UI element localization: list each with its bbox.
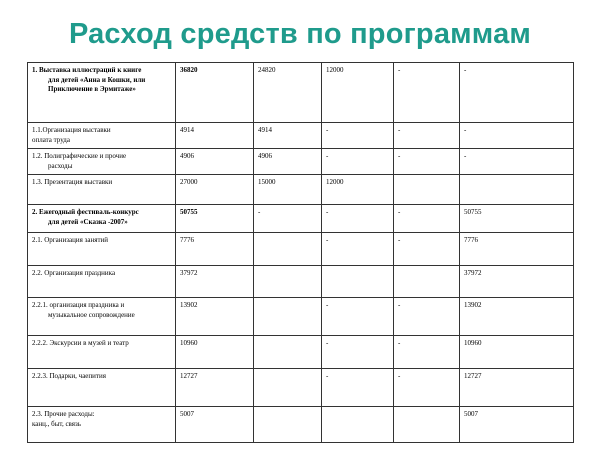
table-row <box>28 205 574 233</box>
page-title: Расход средств по программам <box>68 18 532 50</box>
table-cell: 7776 <box>460 233 574 266</box>
row-label <box>28 336 176 369</box>
table-cell: 37972 <box>176 266 254 298</box>
row-label-line-1: 2. Ежегодный фестиваль-конкурс <box>32 208 139 216</box>
row-label-line-2: оплата труда <box>32 135 70 144</box>
table-row <box>28 336 574 369</box>
table-cell: 7776 <box>176 233 254 266</box>
table-cell: 12727 <box>176 369 254 407</box>
table-row <box>28 298 574 336</box>
row-label <box>28 149 176 175</box>
row-label-line-2: канц., быт, связь <box>32 419 81 428</box>
table-row <box>28 123 574 149</box>
table-cell <box>254 298 322 336</box>
table-cell <box>254 369 322 407</box>
table-row <box>28 233 574 266</box>
table-cell: 12000 <box>322 63 394 123</box>
table-cell: 27000 <box>176 175 254 205</box>
row-label <box>28 63 176 123</box>
table-cell: - <box>394 63 460 123</box>
table-cell: 4914 <box>176 123 254 149</box>
row-label <box>28 175 176 205</box>
row-label-line-1: 1.1.Организация выставки <box>32 126 111 134</box>
table-cell <box>394 407 460 443</box>
table-cell <box>254 336 322 369</box>
table-cell: 13902 <box>460 298 574 336</box>
table-cell <box>460 175 574 205</box>
table-cell: - <box>460 149 574 175</box>
table-cell <box>394 175 460 205</box>
table-cell: 12000 <box>322 175 394 205</box>
row-label-line-2: расходы <box>48 161 73 170</box>
row-label-line-1: 1. Выставка иллюстраций к книге <box>32 66 142 74</box>
table-cell: - <box>394 205 460 233</box>
table-cell: 15000 <box>254 175 322 205</box>
row-label <box>28 407 176 443</box>
table-cell: 5007 <box>460 407 574 443</box>
row-label <box>28 123 176 149</box>
table-cell: - <box>394 233 460 266</box>
table-cell <box>322 407 394 443</box>
row-label-line-2: для детей «Сказка -2007» <box>48 217 128 226</box>
row-label-line-1: 2.2.1. организация праздника и <box>32 301 125 309</box>
table-cell <box>322 266 394 298</box>
table-cell: - <box>322 123 394 149</box>
table-cell <box>254 266 322 298</box>
table-cell: - <box>394 298 460 336</box>
table-cell: 24820 <box>254 63 322 123</box>
table-cell <box>254 407 322 443</box>
table-cell: - <box>394 123 460 149</box>
table-cell: 10960 <box>176 336 254 369</box>
table-row <box>28 175 574 205</box>
table-row <box>28 266 574 298</box>
table-cell: - <box>322 149 394 175</box>
table-cell: - <box>322 298 394 336</box>
row-label-line-1: 2.2. Организация праздника <box>32 269 116 277</box>
table-cell <box>254 233 322 266</box>
table-cell: - <box>394 336 460 369</box>
row-label-line-2: музыкальное сопровождение <box>48 310 135 319</box>
table-cell: 10960 <box>460 336 574 369</box>
table-row <box>28 407 574 443</box>
table-row <box>28 63 574 123</box>
row-label <box>28 233 176 266</box>
row-label-line-1: 1.3. Презентация выставки <box>32 178 113 186</box>
table-cell: - <box>322 336 394 369</box>
table-cell <box>394 266 460 298</box>
table-cell: - <box>394 369 460 407</box>
table-cell: 4906 <box>176 149 254 175</box>
table-cell: 36820 <box>176 63 254 123</box>
table-cell: - <box>254 205 322 233</box>
table-cell: - <box>394 149 460 175</box>
table-cell: 37972 <box>460 266 574 298</box>
row-label-line-1: 2.2.3. Подарки, чаепития <box>32 372 106 380</box>
table-cell: - <box>460 63 574 123</box>
row-label-line-2: для детей «Анна и Кошки, или Приключение в Эрмитаже» <box>48 75 146 93</box>
row-label-line-1: 2.2.2. Экскурсии в музей и театр <box>32 339 129 347</box>
table-row <box>28 369 574 407</box>
table-cell: 50755 <box>176 205 254 233</box>
row-label-line-1: 2.1. Организация занятий <box>32 236 108 244</box>
table-cell: 12727 <box>460 369 574 407</box>
row-label <box>28 298 176 336</box>
row-label <box>28 205 176 233</box>
table-cell: - <box>322 369 394 407</box>
row-label <box>28 369 176 407</box>
table-cell: 4914 <box>254 123 322 149</box>
table-cell: 4906 <box>254 149 322 175</box>
table-cell: - <box>322 233 394 266</box>
table-row <box>28 149 574 175</box>
row-label-line-1: 2.3. Прочие расходы: <box>32 410 95 418</box>
table-cell: 50755 <box>460 205 574 233</box>
table-cell: - <box>460 123 574 149</box>
table-cell: 5007 <box>176 407 254 443</box>
row-label-line-1: 1.2. Полиграфические и прочие <box>32 152 127 160</box>
row-label <box>28 266 176 298</box>
table-cell: - <box>322 205 394 233</box>
expense-table <box>27 62 574 443</box>
table-cell: 13902 <box>176 298 254 336</box>
